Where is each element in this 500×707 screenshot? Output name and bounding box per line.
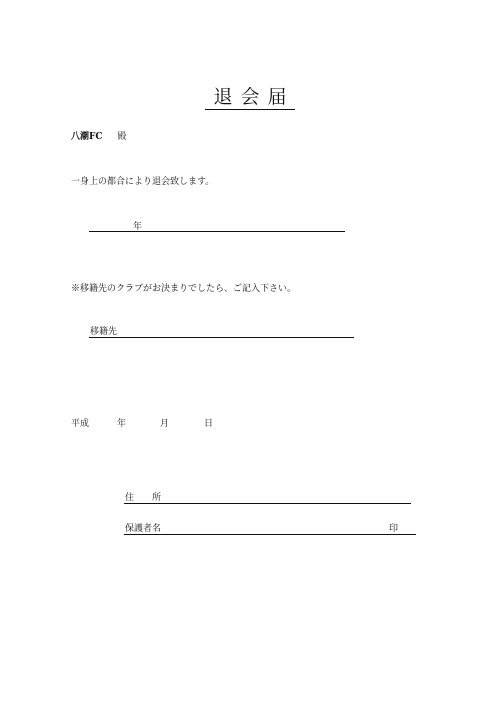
- transfer-label: 移籍先: [90, 327, 118, 337]
- date-day: 日: [204, 419, 214, 429]
- club-name: 八潮FC: [71, 132, 103, 142]
- title-text: 退会届: [205, 86, 294, 110]
- transfer-line: [89, 337, 354, 338]
- address-label: 住 所: [125, 493, 162, 503]
- seal-label: 印: [389, 524, 399, 534]
- addressee: [71, 131, 126, 143]
- date-year: 年: [117, 419, 127, 429]
- transfer-note: ※移籍先のクラブがお決まりでしたら、ご記入下さい。: [71, 284, 297, 294]
- document-title: [0, 86, 500, 110]
- guardian-line: [124, 534, 416, 535]
- class-line: [89, 231, 345, 232]
- date-month: 月: [160, 419, 170, 429]
- class-year-label: 年: [133, 222, 143, 232]
- withdrawal-statement: 一身上の都合により退会致します。: [71, 177, 215, 187]
- date-era: 平成: [71, 419, 90, 429]
- guardian-label: 保護者名: [125, 524, 162, 534]
- honorific: 殿: [117, 132, 127, 142]
- address-line: [124, 503, 411, 504]
